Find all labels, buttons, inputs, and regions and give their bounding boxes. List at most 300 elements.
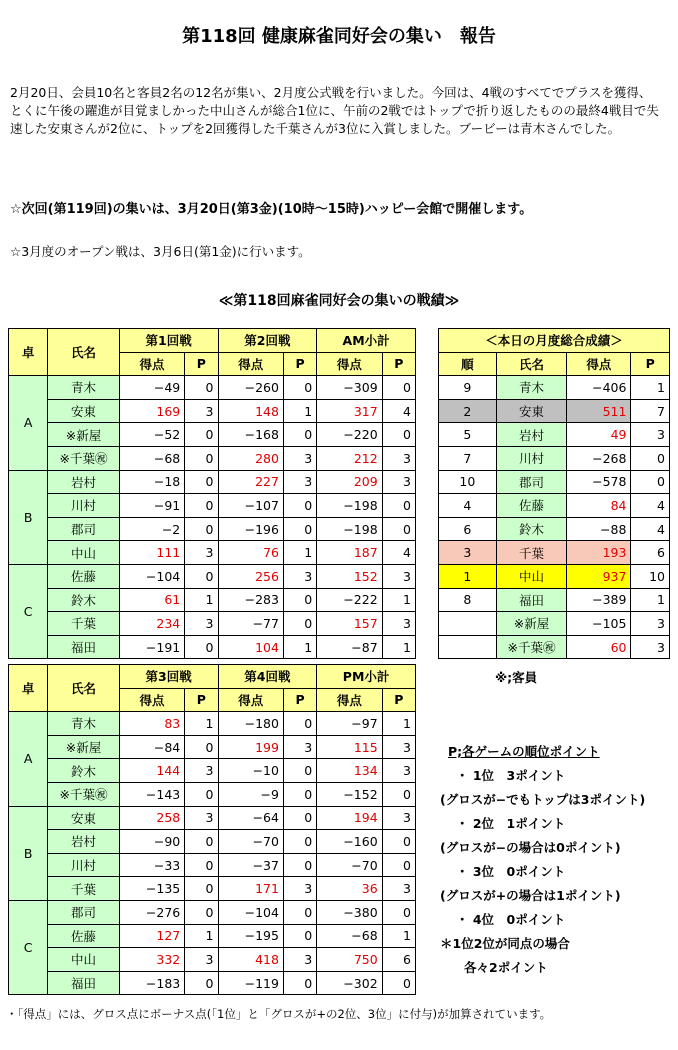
total-points: 0 bbox=[631, 470, 670, 494]
score-cell: 36 bbox=[317, 877, 382, 901]
score-cell: −196 bbox=[218, 517, 283, 541]
point-cell: 0 bbox=[283, 588, 316, 612]
point-cell: 4 bbox=[382, 541, 415, 565]
total-points: 3 bbox=[631, 423, 670, 447]
score-cell: 115 bbox=[317, 735, 382, 759]
point-cell: 0 bbox=[283, 782, 316, 806]
score-cell: −380 bbox=[317, 900, 382, 924]
score-cell: −10 bbox=[218, 759, 283, 783]
total-points: 0 bbox=[631, 446, 670, 470]
point-cell: 0 bbox=[185, 494, 218, 518]
total-points: 10 bbox=[631, 564, 670, 588]
legend-line: ・ 1位 3ポイント bbox=[456, 768, 566, 783]
rank-cell bbox=[439, 612, 497, 636]
score-cell: 750 bbox=[317, 948, 382, 972]
score-cell: 212 bbox=[317, 446, 382, 470]
score-cell: −90 bbox=[119, 830, 184, 854]
point-cell: 0 bbox=[382, 853, 415, 877]
table-row bbox=[9, 399, 416, 423]
total-points: 1 bbox=[631, 376, 670, 400]
game-header: AM小計 bbox=[317, 329, 416, 353]
point-cell: 3 bbox=[185, 541, 218, 565]
player-name: 安東 bbox=[48, 399, 120, 423]
total-score: 937 bbox=[567, 564, 631, 588]
player-name: 郡司 bbox=[496, 470, 566, 494]
score-cell: 61 bbox=[119, 588, 184, 612]
score-cell: −97 bbox=[317, 712, 382, 736]
score-cell: 83 bbox=[119, 712, 184, 736]
point-cell: 3 bbox=[382, 735, 415, 759]
table-row bbox=[9, 712, 416, 736]
point-cell: 1 bbox=[283, 541, 316, 565]
score-cell: 157 bbox=[317, 612, 382, 636]
score-cell: 187 bbox=[317, 541, 382, 565]
point-cell: 3 bbox=[185, 806, 218, 830]
legend-line: (グロスが+の場合は1ポイント) bbox=[440, 888, 621, 903]
p-header: P bbox=[382, 352, 415, 376]
score-cell: 144 bbox=[119, 759, 184, 783]
score-cell: −68 bbox=[119, 446, 184, 470]
footnote: ・「得点」には、グロス点にボーナス点(「1位」と「グロスが+の2位、3位」に付与)が加算されています。 bbox=[6, 1007, 552, 1021]
table-row bbox=[9, 612, 416, 636]
point-cell: 1 bbox=[185, 588, 218, 612]
total-score: 193 bbox=[567, 541, 631, 565]
score-cell: −37 bbox=[218, 853, 283, 877]
point-cell: 3 bbox=[185, 612, 218, 636]
point-cell: 0 bbox=[185, 782, 218, 806]
score-cell: −180 bbox=[218, 712, 283, 736]
legend-title: P;各ゲームの順位ポイント bbox=[448, 744, 600, 759]
score-cell: 199 bbox=[218, 735, 283, 759]
point-cell: 0 bbox=[185, 517, 218, 541]
score-cell: 258 bbox=[119, 806, 184, 830]
total-score: −88 bbox=[567, 517, 631, 541]
total-points: 7 bbox=[631, 399, 670, 423]
score-cell: 76 bbox=[218, 541, 283, 565]
point-cell: 0 bbox=[382, 830, 415, 854]
rank-cell: 4 bbox=[439, 494, 497, 518]
player-name: 中山 bbox=[48, 948, 120, 972]
rank-cell: 10 bbox=[439, 470, 497, 494]
score-header: 得点 bbox=[119, 688, 184, 712]
point-cell: 0 bbox=[382, 517, 415, 541]
table-row bbox=[9, 971, 416, 995]
summary-row bbox=[439, 470, 670, 494]
summary-row bbox=[439, 564, 670, 588]
point-cell: 1 bbox=[382, 924, 415, 948]
legend-line: (グロスが−の場合は0ポイント) bbox=[440, 840, 621, 855]
table-row bbox=[9, 806, 416, 830]
score-cell: −107 bbox=[218, 494, 283, 518]
point-cell: 3 bbox=[382, 470, 415, 494]
legend-line: ・ 3位 0ポイント bbox=[456, 864, 566, 879]
point-cell: 0 bbox=[185, 853, 218, 877]
player-name: 福田 bbox=[48, 635, 120, 659]
player-name: 鈴木 bbox=[48, 588, 120, 612]
player-name: 千葉 bbox=[48, 612, 120, 636]
score-cell: 317 bbox=[317, 399, 382, 423]
player-name: ※新屋 bbox=[48, 735, 120, 759]
summary-row bbox=[439, 612, 670, 636]
score-cell: −119 bbox=[218, 971, 283, 995]
point-cell: 3 bbox=[283, 446, 316, 470]
point-cell: 3 bbox=[283, 877, 316, 901]
name-header: 氏名 bbox=[48, 329, 120, 376]
p-header: P bbox=[283, 688, 316, 712]
table-row bbox=[9, 588, 416, 612]
point-cell: 0 bbox=[382, 423, 415, 447]
score-cell: −91 bbox=[119, 494, 184, 518]
score-cell: −135 bbox=[119, 877, 184, 901]
game-header: 第1回戦 bbox=[119, 329, 218, 353]
table-row bbox=[9, 900, 416, 924]
rank-header: 順 bbox=[439, 352, 497, 376]
table-label: B bbox=[9, 806, 48, 900]
score-cell: 169 bbox=[119, 399, 184, 423]
player-name: 福田 bbox=[48, 971, 120, 995]
table-row bbox=[9, 517, 416, 541]
total-points: 4 bbox=[631, 517, 670, 541]
summary-row bbox=[439, 588, 670, 612]
legend-line: ＊1位2位が同点の場合 bbox=[440, 936, 570, 951]
player-name: 川村 bbox=[48, 853, 120, 877]
point-cell: 0 bbox=[185, 564, 218, 588]
results-title: ≪第118回麻雀同好会の集いの戦績≫ bbox=[218, 293, 460, 309]
point-cell: 0 bbox=[185, 900, 218, 924]
score-cell: 127 bbox=[119, 924, 184, 948]
total-points: 3 bbox=[631, 635, 670, 659]
point-cell: 0 bbox=[185, 877, 218, 901]
player-name: 佐藤 bbox=[48, 924, 120, 948]
monthly-summary-table bbox=[438, 328, 670, 659]
point-cell: 0 bbox=[283, 612, 316, 636]
point-cell: 3 bbox=[283, 564, 316, 588]
table-row bbox=[9, 470, 416, 494]
point-cell: 0 bbox=[382, 782, 415, 806]
score-cell: −2 bbox=[119, 517, 184, 541]
point-cell: 3 bbox=[382, 612, 415, 636]
table-label: A bbox=[9, 712, 48, 806]
score-cell: 332 bbox=[119, 948, 184, 972]
table-label: C bbox=[9, 564, 48, 658]
total-points: 1 bbox=[631, 588, 670, 612]
game-header: 第2回戦 bbox=[218, 329, 317, 353]
score-cell: −160 bbox=[317, 830, 382, 854]
p-header: P bbox=[283, 352, 316, 376]
total-score: 49 bbox=[567, 423, 631, 447]
table-label: C bbox=[9, 900, 48, 994]
score-cell: −104 bbox=[119, 564, 184, 588]
legend-line: (グロスが−でもトップは3ポイント) bbox=[440, 792, 646, 807]
score-cell: −9 bbox=[218, 782, 283, 806]
table-row bbox=[9, 948, 416, 972]
player-name: 安東 bbox=[48, 806, 120, 830]
table-row bbox=[9, 759, 416, 783]
score-cell: 256 bbox=[218, 564, 283, 588]
point-cell: 0 bbox=[185, 376, 218, 400]
table-row bbox=[9, 853, 416, 877]
score-cell: −276 bbox=[119, 900, 184, 924]
point-cell: 3 bbox=[382, 564, 415, 588]
score-cell: 152 bbox=[317, 564, 382, 588]
total-score: −406 bbox=[567, 376, 631, 400]
header-row bbox=[9, 329, 416, 353]
score-cell: −104 bbox=[218, 900, 283, 924]
point-cell: 0 bbox=[382, 494, 415, 518]
score-cell: −68 bbox=[317, 924, 382, 948]
table-row bbox=[9, 541, 416, 565]
score-cell: −191 bbox=[119, 635, 184, 659]
point-cell: 0 bbox=[283, 971, 316, 995]
point-cell: 1 bbox=[283, 399, 316, 423]
score-cell: 280 bbox=[218, 446, 283, 470]
score-cell: −220 bbox=[317, 423, 382, 447]
score-cell: 194 bbox=[317, 806, 382, 830]
player-name: 佐藤 bbox=[48, 564, 120, 588]
game-header: PM小計 bbox=[317, 665, 416, 689]
score-header: 得点 bbox=[317, 352, 382, 376]
score-cell: −195 bbox=[218, 924, 283, 948]
table-row bbox=[9, 924, 416, 948]
score-cell: −198 bbox=[317, 517, 382, 541]
next-meeting-notice: ☆次回(第119回)の集いは、3月20日(第3金)(10時〜15時)ハッピー会館で開催します。 bbox=[10, 202, 533, 217]
point-cell: 0 bbox=[283, 759, 316, 783]
total-points: 3 bbox=[631, 612, 670, 636]
point-cell: 0 bbox=[185, 830, 218, 854]
point-cell: 1 bbox=[382, 588, 415, 612]
total-score: −578 bbox=[567, 470, 631, 494]
point-cell: 3 bbox=[382, 759, 415, 783]
score-cell: −152 bbox=[317, 782, 382, 806]
summary-row bbox=[439, 494, 670, 518]
player-name: 青木 bbox=[48, 376, 120, 400]
score-header: 得点 bbox=[317, 688, 382, 712]
point-cell: 0 bbox=[283, 924, 316, 948]
score-cell: −283 bbox=[218, 588, 283, 612]
score-cell: −260 bbox=[218, 376, 283, 400]
p-header: P bbox=[382, 688, 415, 712]
summary-title: ＜本日の月度総合成績＞ bbox=[439, 329, 670, 353]
point-cell: 3 bbox=[185, 759, 218, 783]
table-label: A bbox=[9, 376, 48, 470]
score-cell: −309 bbox=[317, 376, 382, 400]
p-header: P bbox=[185, 352, 218, 376]
point-cell: 0 bbox=[283, 806, 316, 830]
score-cell: −77 bbox=[218, 612, 283, 636]
point-cell: 3 bbox=[185, 399, 218, 423]
summary-row bbox=[439, 376, 670, 400]
point-cell: 3 bbox=[185, 948, 218, 972]
point-cell: 1 bbox=[283, 635, 316, 659]
page-title: 第118回 健康麻雀同好会の集い 報告 bbox=[182, 26, 496, 47]
point-cell: 0 bbox=[185, 446, 218, 470]
pm-results-table bbox=[8, 664, 416, 995]
p-header: P bbox=[631, 352, 670, 376]
player-name: 鈴木 bbox=[496, 517, 566, 541]
score-cell: −33 bbox=[119, 853, 184, 877]
total-score: 511 bbox=[567, 399, 631, 423]
table-row bbox=[9, 830, 416, 854]
name-header: 氏名 bbox=[48, 665, 120, 712]
player-name: 千葉 bbox=[496, 541, 566, 565]
score-cell: −49 bbox=[119, 376, 184, 400]
intro-paragraph: 2月20日、会員10名と客員2名の12名が集い、2月度公式戦を行いました。今回は、4戦のすべてでプラスを獲得、とくに午後の躍進が目覚ましかった中山さんが総合1位に、午前の2戦ではトップで折り返したものの最終4戦目で失速した安東さんが2位に、トップを2回獲得した千葉さんが3位に入賞しました。ブービーは青木さんでした。 bbox=[10, 85, 659, 136]
point-cell: 0 bbox=[382, 971, 415, 995]
score-cell: 234 bbox=[119, 612, 184, 636]
point-cell: 1 bbox=[382, 635, 415, 659]
legend-line: 各々2ポイント bbox=[464, 960, 548, 975]
point-cell: 0 bbox=[283, 712, 316, 736]
point-cell: 0 bbox=[283, 900, 316, 924]
score-cell: −222 bbox=[317, 588, 382, 612]
table-row bbox=[9, 735, 416, 759]
table-row bbox=[9, 494, 416, 518]
player-name: 青木 bbox=[48, 712, 120, 736]
point-cell: 3 bbox=[382, 877, 415, 901]
player-name: ※新屋 bbox=[496, 612, 566, 636]
table-row bbox=[9, 635, 416, 659]
point-cell: 0 bbox=[185, 423, 218, 447]
point-cell: 1 bbox=[382, 712, 415, 736]
header-row bbox=[9, 665, 416, 689]
summary-row bbox=[439, 446, 670, 470]
score-header: 得点 bbox=[218, 352, 283, 376]
score-cell: 148 bbox=[218, 399, 283, 423]
rank-cell: 3 bbox=[439, 541, 497, 565]
point-cell: 0 bbox=[185, 971, 218, 995]
rank-cell: 9 bbox=[439, 376, 497, 400]
rank-cell: 8 bbox=[439, 588, 497, 612]
open-match-notice: ☆3月度のオープン戦は、3月6日(第1金)に行います。 bbox=[10, 244, 311, 259]
total-score: 60 bbox=[567, 635, 631, 659]
point-cell: 0 bbox=[185, 735, 218, 759]
table-row bbox=[9, 877, 416, 901]
player-name: ※千葉㊗ bbox=[496, 635, 566, 659]
p-header: P bbox=[185, 688, 218, 712]
table-row bbox=[9, 423, 416, 447]
summary-row bbox=[439, 399, 670, 423]
player-name: 青木 bbox=[496, 376, 566, 400]
summary-row bbox=[439, 635, 670, 659]
summary-header-row bbox=[439, 352, 670, 376]
rank-cell: 1 bbox=[439, 564, 497, 588]
score-cell: 209 bbox=[317, 470, 382, 494]
score-cell: −198 bbox=[317, 494, 382, 518]
game-header: 第4回戦 bbox=[218, 665, 317, 689]
score-cell: −70 bbox=[218, 830, 283, 854]
point-cell: 3 bbox=[382, 806, 415, 830]
score-cell: 171 bbox=[218, 877, 283, 901]
rank-cell: 6 bbox=[439, 517, 497, 541]
score-cell: 111 bbox=[119, 541, 184, 565]
score-cell: −70 bbox=[317, 853, 382, 877]
table-label: B bbox=[9, 470, 48, 564]
score-cell: 418 bbox=[218, 948, 283, 972]
table-row bbox=[9, 446, 416, 470]
total-points: 6 bbox=[631, 541, 670, 565]
point-cell: 0 bbox=[185, 635, 218, 659]
legend-line: ・ 4位 0ポイント bbox=[456, 912, 566, 927]
am-results-table bbox=[8, 328, 416, 659]
point-cell: 0 bbox=[283, 830, 316, 854]
player-name: 千葉 bbox=[48, 877, 120, 901]
player-name: 中山 bbox=[496, 564, 566, 588]
summary-row bbox=[439, 541, 670, 565]
legend-line: ・ 2位 1ポイント bbox=[456, 816, 566, 831]
total-score: −268 bbox=[567, 446, 631, 470]
point-legend bbox=[440, 740, 645, 980]
summary-row bbox=[439, 423, 670, 447]
point-cell: 1 bbox=[185, 924, 218, 948]
score-header: 得点 bbox=[567, 352, 631, 376]
total-points: 4 bbox=[631, 494, 670, 518]
score-cell: −64 bbox=[218, 806, 283, 830]
score-cell: −18 bbox=[119, 470, 184, 494]
player-name: 福田 bbox=[496, 588, 566, 612]
score-header: 得点 bbox=[218, 688, 283, 712]
summary-title-row bbox=[439, 329, 670, 353]
player-name: 郡司 bbox=[48, 517, 120, 541]
player-name: 安東 bbox=[496, 399, 566, 423]
game-header: 第3回戦 bbox=[119, 665, 218, 689]
point-cell: 0 bbox=[283, 376, 316, 400]
player-name: 佐藤 bbox=[496, 494, 566, 518]
name-header: 氏名 bbox=[496, 352, 566, 376]
point-cell: 0 bbox=[382, 376, 415, 400]
player-name: 川村 bbox=[48, 494, 120, 518]
rank-cell: 7 bbox=[439, 446, 497, 470]
point-cell: 0 bbox=[283, 853, 316, 877]
total-score: 84 bbox=[567, 494, 631, 518]
player-name: 中山 bbox=[48, 541, 120, 565]
player-name: 岩村 bbox=[496, 423, 566, 447]
player-name: 岩村 bbox=[48, 830, 120, 854]
rank-cell: 2 bbox=[439, 399, 497, 423]
score-cell: 227 bbox=[218, 470, 283, 494]
point-cell: 1 bbox=[185, 712, 218, 736]
point-cell: 0 bbox=[283, 494, 316, 518]
score-cell: −302 bbox=[317, 971, 382, 995]
point-cell: 4 bbox=[382, 399, 415, 423]
score-header: 得点 bbox=[119, 352, 184, 376]
score-cell: −143 bbox=[119, 782, 184, 806]
player-name: ※千葉㊗ bbox=[48, 446, 120, 470]
table-row bbox=[9, 782, 416, 806]
player-name: ※千葉㊗ bbox=[48, 782, 120, 806]
score-cell: −84 bbox=[119, 735, 184, 759]
rank-cell bbox=[439, 635, 497, 659]
player-name: 郡司 bbox=[48, 900, 120, 924]
table-header: 卓 bbox=[9, 329, 48, 376]
player-name: 川村 bbox=[496, 446, 566, 470]
point-cell: 0 bbox=[185, 470, 218, 494]
point-cell: 3 bbox=[283, 470, 316, 494]
score-cell: −183 bbox=[119, 971, 184, 995]
point-cell: 0 bbox=[283, 517, 316, 541]
player-name: ※新屋 bbox=[48, 423, 120, 447]
total-score: −105 bbox=[567, 612, 631, 636]
player-name: 鈴木 bbox=[48, 759, 120, 783]
point-cell: 0 bbox=[283, 423, 316, 447]
score-cell: −52 bbox=[119, 423, 184, 447]
point-cell: 3 bbox=[382, 446, 415, 470]
point-cell: 3 bbox=[283, 948, 316, 972]
rank-cell: 5 bbox=[439, 423, 497, 447]
player-name: 岩村 bbox=[48, 470, 120, 494]
table-row bbox=[9, 376, 416, 400]
point-cell: 0 bbox=[382, 900, 415, 924]
score-cell: 134 bbox=[317, 759, 382, 783]
